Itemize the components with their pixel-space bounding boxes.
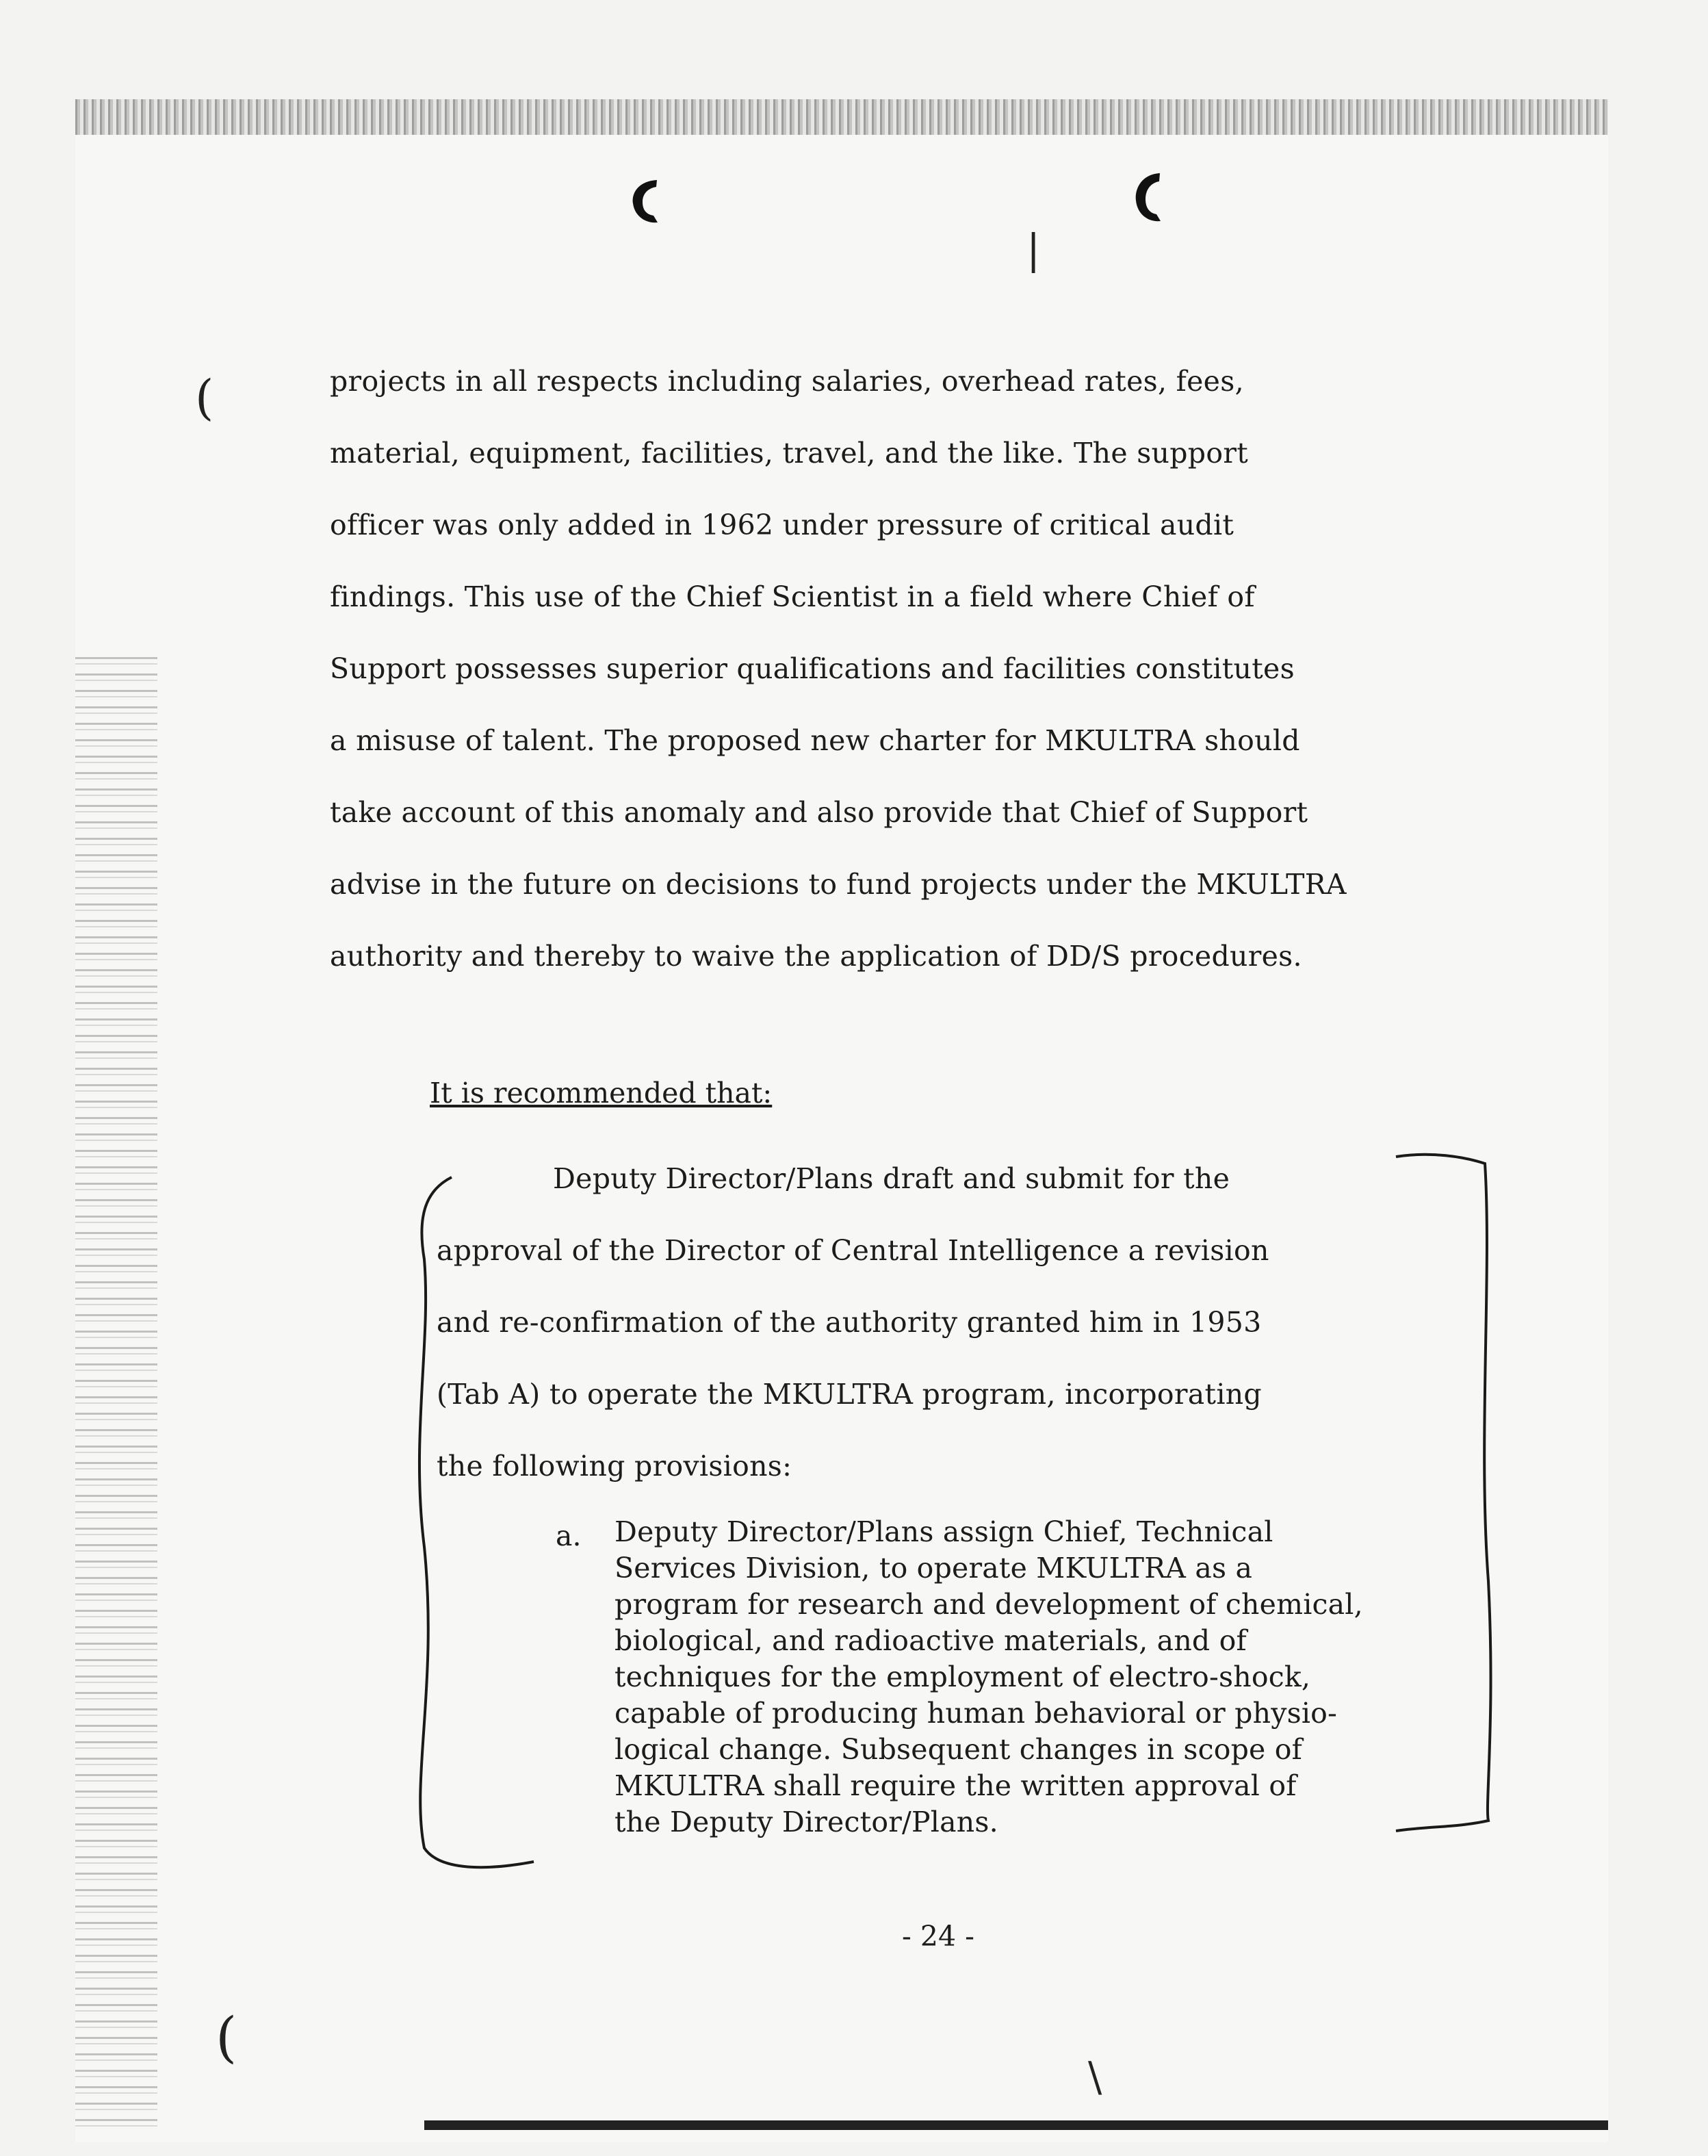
paragraph-line: advise in the future on decisions to fund projects under the MKULTRA [330,868,1347,901]
page-number: - 24 - [902,1920,974,1953]
paragraph-line: material, equipment, facilities, travel, and the like. The support [330,437,1249,470]
provision-line: techniques for the employment of electro-shock, [614,1660,1311,1693]
recommendation-line: the following provisions: [437,1450,792,1483]
recommendation-line: (Tab A) to operate the MKULTRA program, incorporating [437,1378,1262,1411]
provision-label: a. [556,1519,582,1552]
paragraph-line: take account of this anomaly and also provide that Chief of Support [330,796,1308,829]
right-bracket-mark [1389,1136,1499,1848]
recommendation-heading: It is recommended that: [430,1077,773,1109]
scan-edge-noise [75,657,157,2135]
provision-line: program for research and development of chemical, [614,1588,1363,1621]
recommendation-line: and re-confirmation of the authority granted him in 1953 [437,1306,1262,1339]
left-paren-mark-bottom: ( [216,2005,237,2069]
paragraph-line: authority and thereby to waive the application of DD/S procedures. [330,940,1302,973]
scan-bottom-band [424,2120,1608,2130]
tick-mark-bottom: \ [1088,2053,1102,2101]
tick-mark-top: | [1026,226,1041,274]
provision-line: Services Division, to operate MKULTRA as a [614,1552,1253,1584]
paragraph-line: Support possesses superior qualifications and facilities constitutes [330,652,1295,685]
provision-line: capable of producing human behavioral or physio- [614,1697,1338,1730]
provision-line: the Deputy Director/Plans. [614,1806,998,1838]
paragraph-line: projects in all respects including salaries, overhead rates, fees, [330,365,1244,398]
paragraph-line: a misuse of talent. The proposed new charter for MKULTRA should [330,724,1300,757]
paragraph-line: findings. This use of the Chief Scientist in a field where Chief of [330,580,1255,613]
recommendation-body [437,1143,1463,1502]
provision-line: logical change. Subsequent changes in scope of [614,1733,1303,1766]
left-paren-mark: ( [195,370,214,426]
body-paragraph [330,346,1493,992]
provision-text [614,1514,1504,1840]
scan-top-band [75,99,1608,135]
provision-line: MKULTRA shall require the written approval of [614,1769,1297,1802]
punch-hole-mark-right-icon [1129,168,1170,229]
recommendation-line: Deputy Director/Plans draft and submit for the [553,1162,1230,1195]
punch-hole-mark-left-icon [626,175,667,229]
left-bracket-mark [383,1164,547,1882]
provision-line: Deputy Director/Plans assign Chief, Technical [614,1515,1273,1548]
paragraph-line: officer was only added in 1962 under pressure of critical audit [330,509,1234,541]
recommendation-line: approval of the Director of Central Intelligence a revision [437,1234,1269,1267]
provision-line: biological, and radioactive materials, and of [614,1624,1247,1657]
